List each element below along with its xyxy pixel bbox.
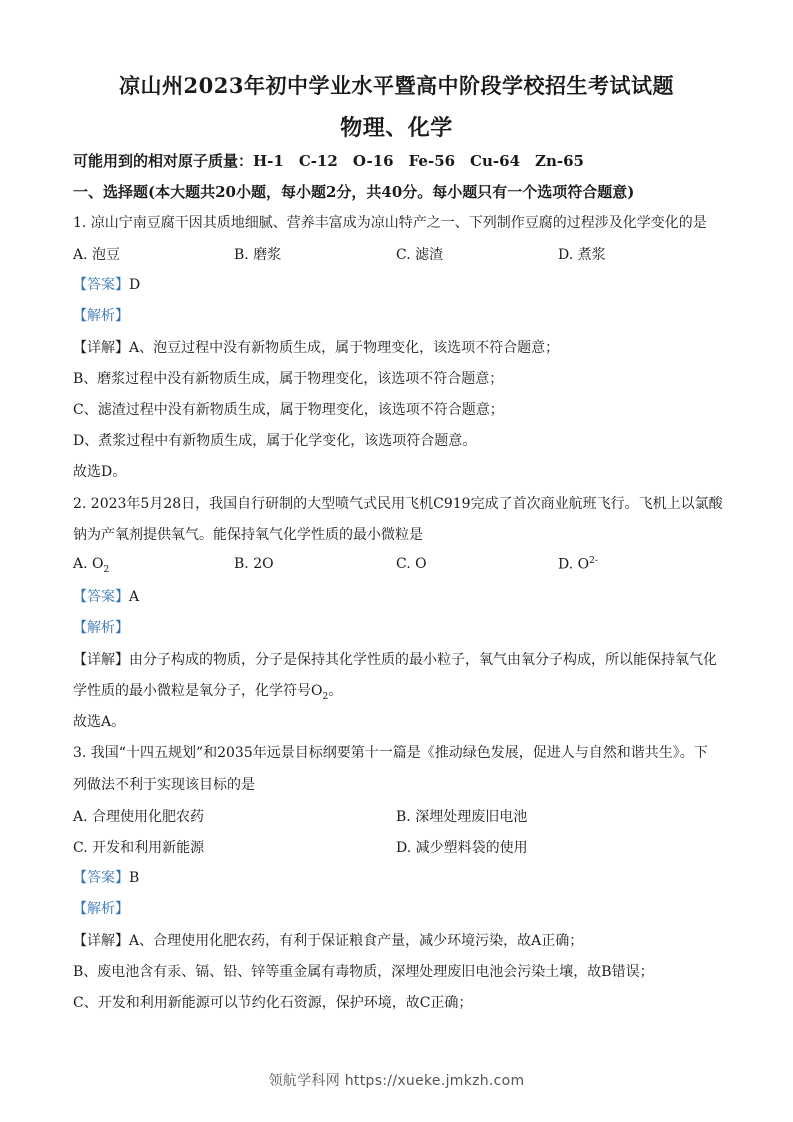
detail-label: 【详解】 <box>73 652 129 668</box>
q2-detail-sub: 2 <box>322 691 329 702</box>
q2-option-a-sub: 2 <box>103 564 110 575</box>
section-title: 一、选择题(本大题共20小题，每小题2分，共40分。每小题只有一个选项符合题意) <box>73 183 635 201</box>
q2-detail-1 <box>73 650 733 670</box>
q3-stem-1: 3. 我国“十四五规划”和2035年远景目标纲要第十一篇是《推动绿色发展，促进人与自然和谐共生》。下 <box>73 745 708 761</box>
q2-conclusion: 故选A。 <box>73 714 126 730</box>
q1-detail-text-1: A、泡豆过程中没有新物质生成，属于物理变化，该选项不符合题意； <box>129 340 560 356</box>
q3-option-a: A. 合理使用化肥农药 <box>73 809 205 825</box>
q3-option-c: C. 开发和利用新能源 <box>73 840 205 856</box>
q2-option-b: B. 2O <box>234 556 274 572</box>
q3-detail-2: B、废电池含有汞、镉、铅、锌等重金属有毒物质，深埋处理废旧电池会污染土壤，故B错误； <box>73 964 654 980</box>
analysis-label: 【解析】 <box>73 620 129 636</box>
footer-watermark: 领航学科网 https://xueke.jmkzh.com <box>268 1073 525 1089</box>
q3-answer-value: B <box>129 870 140 886</box>
q3-stem-2: 列做法不利于实现该目标的是 <box>73 777 255 793</box>
q1-analysis <box>73 306 733 326</box>
q1-option-b: B. 磨浆 <box>234 247 282 263</box>
subject-title: 物理、化学 <box>340 115 453 141</box>
exam-title: 凉山州2023年初中学业水平暨高中阶段学校招生考试试题 <box>119 73 674 98</box>
q2-analysis <box>73 618 733 638</box>
answer-label: 【答案】 <box>73 589 129 605</box>
detail-label: 【详解】 <box>73 340 129 356</box>
q1-stem: 1. 凉山宁南豆腐干因其质地细腻、营养丰富成为凉山特产之一、下列制作豆腐的过程涉及化学变化的是 <box>73 215 707 231</box>
analysis-label: 【解析】 <box>73 901 129 917</box>
q2-option-a <box>73 556 109 575</box>
q2-detail-text-2: 学性质的最小微粒是氧分子，化学符号O <box>73 683 323 699</box>
answer-label: 【答案】 <box>73 870 129 886</box>
q1-option-a: A. 泡豆 <box>73 247 121 263</box>
q2-answer-value: A <box>129 589 140 605</box>
q2-detail-text-1: 由分子构成的物质，分子是保持其化学性质的最小粒子，氧气由氧分子构成，所以能保持氧气化 <box>129 652 717 668</box>
q3-option-b: B. 深埋处理废旧电池 <box>396 809 528 825</box>
q1-answer <box>73 275 733 295</box>
analysis-label: 【解析】 <box>73 308 129 324</box>
q1-detail-2: B、磨浆过程中没有新物质生成，属于物理变化，该选项不符合题意； <box>73 371 504 387</box>
q3-option-d: D. 减少塑料袋的使用 <box>396 840 528 856</box>
q3-detail-3: C、开发和利用新能源可以节约化石资源，保护环境，故C正确； <box>73 995 473 1011</box>
q1-conclusion: 故选D。 <box>73 464 127 480</box>
q2-stem-2: 钠为产氧剂提供氧气。能保持氧气化学性质的最小微粒是 <box>73 527 423 543</box>
q1-detail-4: D、煮浆过程中有新物质生成，属于化学变化，该选项符合题意。 <box>73 433 477 449</box>
q1-option-d: D. 煮浆 <box>558 247 606 263</box>
q1-answer-value: D <box>129 277 141 293</box>
q3-detail-1 <box>73 931 733 951</box>
q2-option-d-text: D. O <box>558 556 590 573</box>
q2-stem-1: 2. 2023年5月28日，我国自行研制的大型喷气式民用飞机C919完成了首次商业航班飞行。飞机上以氯酸 <box>73 496 723 512</box>
atomic-mass-line: 可能用到的相对原子质量：H-1 C-12 O-16 Fe-56 Cu-64 Zn-65 <box>73 152 584 170</box>
q1-detail-1 <box>73 338 733 358</box>
q1-option-c: C. 滤渣 <box>396 247 444 263</box>
q2-answer <box>73 587 733 607</box>
answer-label: 【答案】 <box>73 277 129 293</box>
q2-detail-end: 。 <box>328 683 343 699</box>
q3-answer <box>73 868 733 888</box>
q2-option-d <box>558 556 598 573</box>
q2-detail-2 <box>73 681 733 707</box>
detail-label: 【详解】 <box>73 933 129 949</box>
q2-option-d-sup: 2- <box>589 556 598 566</box>
q3-detail-text-1: A、合理使用化肥农药，有利于保证粮食产量，减少环境污染，故A正确； <box>129 933 584 949</box>
q1-detail-3: C、滤渣过程中没有新物质生成，属于物理变化，该选项不符合题意； <box>73 402 504 418</box>
q2-option-c: C. O <box>396 556 427 572</box>
q2-option-a-text: A. O <box>73 556 104 572</box>
q3-analysis <box>73 899 733 919</box>
